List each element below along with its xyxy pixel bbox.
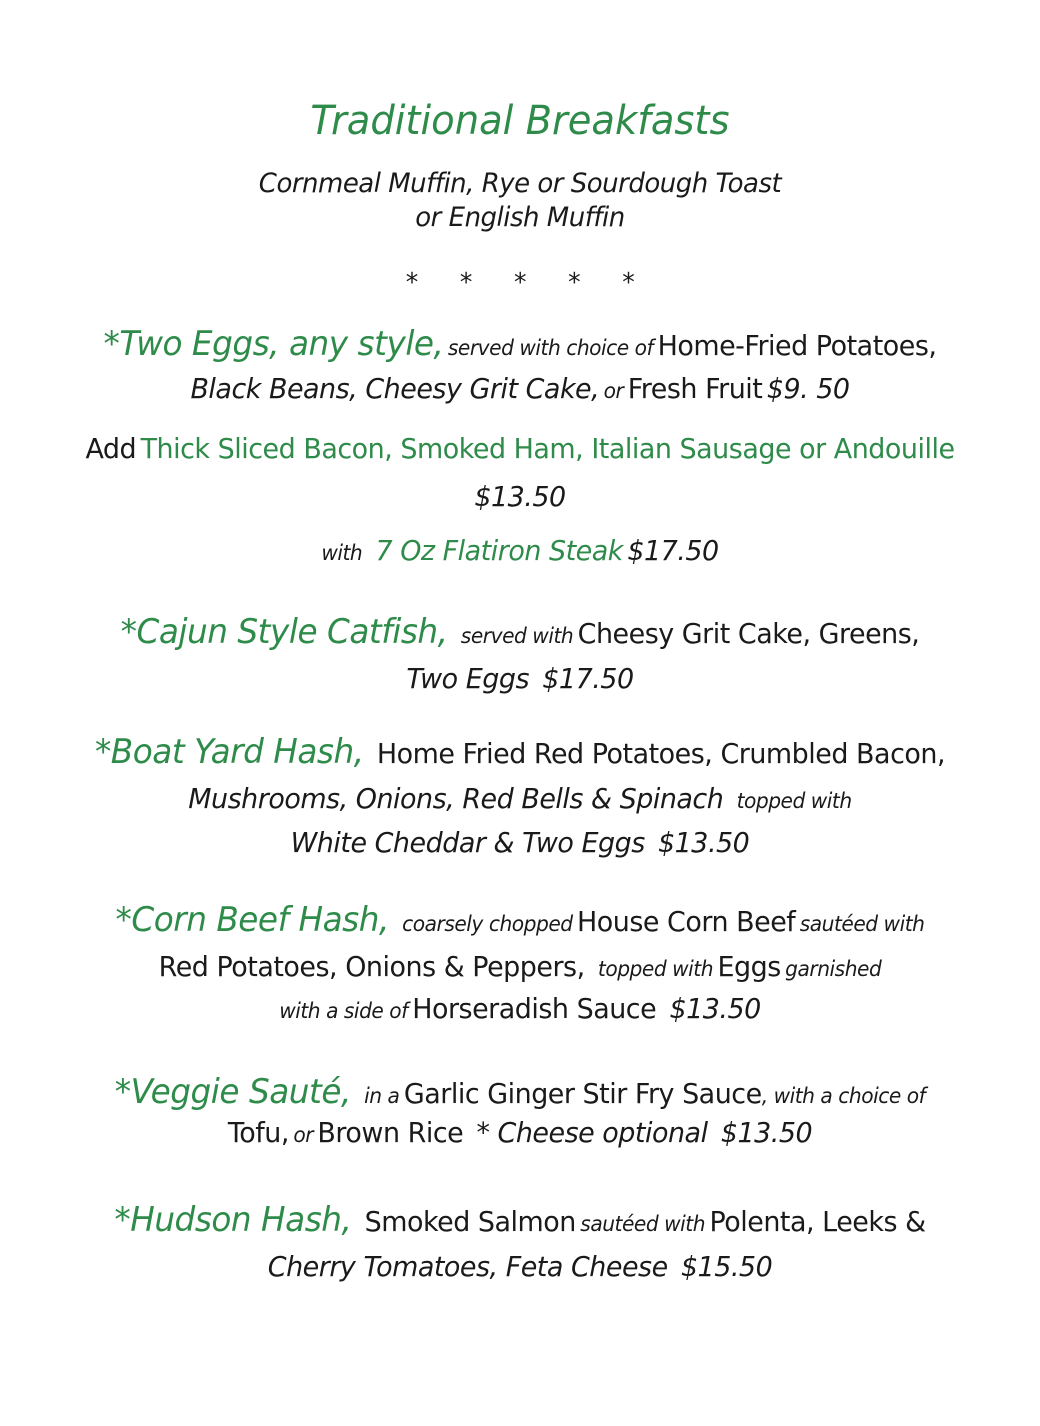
corn-beef-desc2: Red Potatoes, Onions & Peppers, bbox=[158, 950, 585, 983]
two-eggs-line1 bbox=[20, 324, 1020, 364]
corn-beef-line1 bbox=[20, 900, 1020, 940]
veggie-name: *Veggie Sauté, bbox=[114, 1072, 351, 1112]
boat-yard-line1 bbox=[20, 732, 1020, 772]
two-eggs-line2 bbox=[20, 372, 1020, 405]
hudson-line1 bbox=[20, 1200, 1020, 1240]
add-meat-line bbox=[20, 432, 1020, 465]
corn-beef-line3 bbox=[20, 992, 1020, 1025]
corn-beef-topped: topped with bbox=[597, 957, 714, 981]
two-eggs-or: or bbox=[603, 379, 624, 403]
corn-beef-sauce: Horseradish Sauce bbox=[412, 992, 657, 1025]
star-divider: * * * * * bbox=[405, 268, 635, 298]
catfish-name: *Cajun Style Catfish, bbox=[120, 612, 448, 652]
hudson-desc1: Polenta, Leeks & bbox=[709, 1205, 926, 1238]
add-meat-price: $13.50 bbox=[474, 480, 566, 513]
boat-yard-desc1: Home Fried Red Potatoes, Crumbled Bacon, bbox=[376, 737, 946, 770]
add-meat-items: Thick Sliced Bacon, Smoked Ham, Italian Sausage or Andouille bbox=[140, 432, 955, 465]
two-eggs-sides-a: Home-Fried Potatoes, bbox=[657, 329, 937, 362]
veggie-price: $13.50 bbox=[720, 1116, 813, 1149]
add-word: Add bbox=[85, 432, 137, 465]
bread-choices-line2: or English Muffin bbox=[415, 202, 625, 233]
boat-yard-line2 bbox=[20, 782, 1020, 815]
two-eggs-name: *Two Eggs, any style, bbox=[103, 324, 444, 364]
boat-yard-line3 bbox=[20, 826, 1020, 859]
veggie-tofu: Tofu, bbox=[227, 1116, 289, 1149]
boat-yard-desc3: White Cheddar & Two Eggs bbox=[290, 826, 645, 859]
veggie-choice: , with a choice of bbox=[761, 1084, 926, 1108]
hudson-desc2: Cherry Tomatoes, Feta Cheese bbox=[267, 1250, 668, 1283]
veggie-rice: Brown Rice bbox=[317, 1116, 464, 1149]
corn-beef-house: House Corn Beef bbox=[577, 905, 796, 938]
corn-beef-name: *Corn Beef Hash, bbox=[115, 900, 389, 940]
catfish-served: served with bbox=[460, 624, 574, 648]
corn-beef-garnished: garnished bbox=[785, 957, 882, 981]
veggie-or: or bbox=[293, 1123, 314, 1147]
hudson-name: *Hudson Hash, bbox=[114, 1200, 352, 1240]
veggie-sauce: Garlic Ginger Stir Fry Sauce bbox=[403, 1077, 762, 1110]
corn-beef-eggs: Eggs bbox=[717, 950, 781, 983]
steak-line bbox=[20, 534, 1020, 567]
boat-yard-price: $13.50 bbox=[658, 826, 750, 859]
boat-yard-desc2: Mushrooms, Onions, Red Bells & Spinach bbox=[188, 782, 724, 815]
veggie-cheese: * Cheese optional bbox=[476, 1116, 708, 1149]
catfish-line1 bbox=[20, 612, 1020, 652]
hudson-salmon: Smoked Salmon bbox=[364, 1205, 576, 1238]
corn-beef-sauteed: sautéed with bbox=[799, 912, 925, 936]
veggie-line1 bbox=[20, 1072, 1020, 1112]
boat-yard-name: *Boat Yard Hash, bbox=[94, 732, 364, 772]
veggie-line2 bbox=[20, 1116, 1020, 1149]
veggie-in-a: in a bbox=[364, 1084, 400, 1108]
corn-beef-price: $13.50 bbox=[669, 992, 761, 1025]
steak-price: $17.50 bbox=[627, 534, 719, 567]
hudson-price: $15.50 bbox=[680, 1250, 773, 1283]
corn-beef-line2 bbox=[20, 950, 1020, 983]
catfish-eggs: Two Eggs bbox=[406, 662, 530, 695]
hudson-sauteed: sautéed with bbox=[580, 1212, 706, 1236]
two-eggs-fruit: Fresh Fruit bbox=[627, 372, 763, 405]
corn-beef-coarsely: coarsely chopped bbox=[402, 912, 573, 936]
two-eggs-price: $9. 50 bbox=[766, 372, 850, 405]
catfish-price: $17.50 bbox=[542, 662, 634, 695]
boat-yard-topped: topped with bbox=[736, 789, 852, 813]
menu-title: Traditional Breakfasts bbox=[310, 98, 730, 144]
with-word: with bbox=[321, 541, 363, 565]
hudson-line2 bbox=[20, 1250, 1020, 1283]
steak-item: 7 Oz Flatiron Steak bbox=[375, 534, 623, 567]
two-eggs-sides-b: Black Beans, Cheesy Grit Cake, bbox=[190, 372, 600, 405]
bread-choices-line1: Cornmeal Muffin, Rye or Sourdough Toast bbox=[258, 168, 782, 199]
catfish-sides: Cheesy Grit Cake, Greens, bbox=[577, 617, 920, 650]
two-eggs-served: served with choice of bbox=[447, 336, 654, 360]
catfish-line2 bbox=[20, 662, 1020, 695]
corn-beef-side-of: with a side of bbox=[279, 999, 408, 1023]
